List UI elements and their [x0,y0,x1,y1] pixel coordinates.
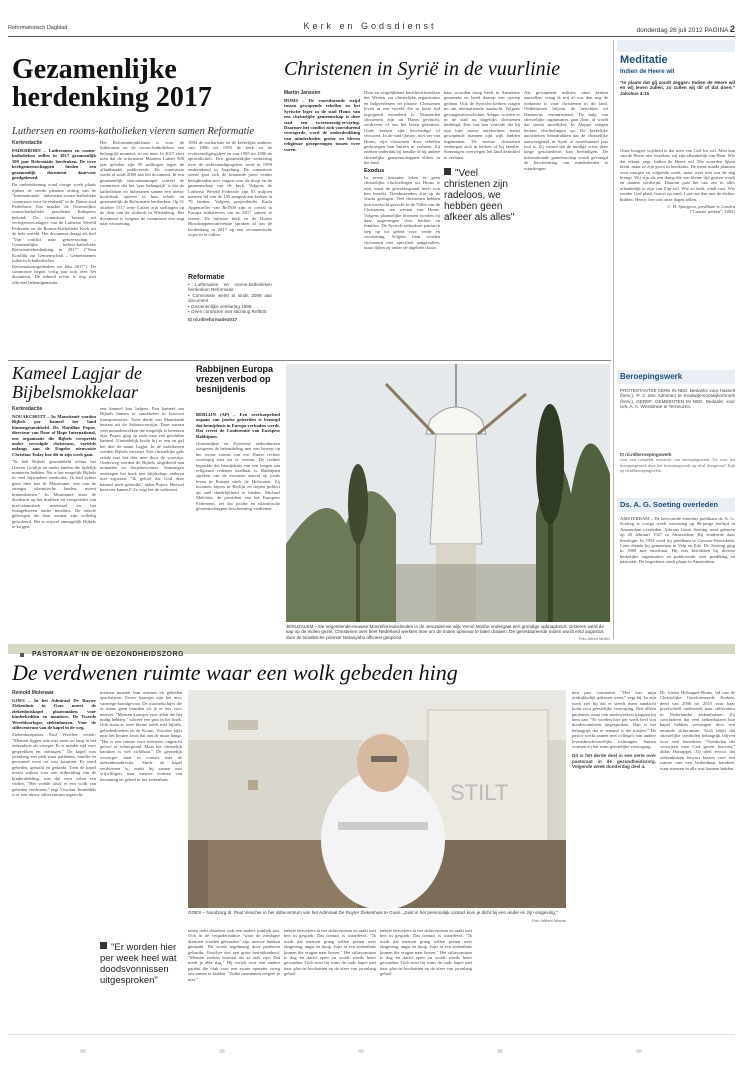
beroeping-box [620,388,735,448]
a2-col2 [364,90,440,328]
reformatie-bullet: • Gezamenlijke verklaring 1999 [188,303,252,309]
a5-col4 [284,928,376,1028]
a5-pullquote: "Er worden hier per week heel wat doodsvonnissen uitgesproken" [100,942,177,986]
a5-body2: mensen muziek hun wensen en gebeden opschrijven. Eerste kaarsjes zijn het niet, vanwege brandgevaar. De waxinelichtjes die er staan, gaan branden als je er iets voor neerzet. "Mensen kaarsjes voor allen die het nodig hebben," schreef een gast in het boek. Ook staan er twee kleine tafels met bijbels, gebedenboeken en de Koran. Visscher kijkt naar het houten kruis dat aan de muur hangt. "Het is een ruimte voor iedereen, ongeacht geloof of achtergrond. Maar het christelijk karakter is wel zichtbaar." De geestelijk verzorger staat in contact met de ziekenhuisdirectie. Sinds de kapel verdwenen is, zoekt hij samen met vrijwilligers naar nieuwe vormen van bezinning en gebed in het ziekenhuis. [100,690,183,782]
reformatie-box [188,272,272,352]
a3-body2: een kameel kon helpen. Een kameel om Bijbels binnen te smokkelen in konvooi transportroutes. Twee derde van Mauritanië bestaat uit de Saharawoestijn. Daar wonen veel nomadenvolken die mogelijk te bereiken zijn. Popov ging op zoek naar een geschikte kameel. Uiteindelijk kocht hij er een en gaf het dier de naam Lagjar. In de zadeltassen werden Bijbels verstopt. Een christelijke gids reisde met het dier mee door de woestijn. Onderweg werden de Bijbels uitgedeeld aan nomaden en dorpsbewoners. Sommigen ontvingen het boek met blijdschap, anderen met argwaan. "Ik geloof dat God deze kameel heeft gebruikt," aldus Popov. Hoewel kent een kameel? Zo zegt het de toekomst. [100,406,184,493]
windmill-photo [286,364,610,622]
svg-text:STILT: STILT [450,780,509,805]
a2-body: Deze en vergelijkbare berichten bereiken het Westen via christelijke organisaties en hulpverleners ter plaatse. Christenen leven in een wereld die in korte tijd ingrijpend veranderd is. Duizenden christenen zijn uit Homs gevlucht, verdreven of om het leven gekomen. Oude kerken zijn beschadigd of verwoest. In de stad Qusayr, niet ver van Homs, zijn christenen door rebellen gedwongen hun huizen te verlaten. Zij zoeken onderdak bij familie of bij andere christelijke gemeenschappen elders in het land. [364,90,440,166]
a1-col1 [12,140,96,352]
a5-title: De verdwenen ruimte waar een wolk gebeden hing [12,660,458,685]
windmill-illustration [286,364,610,622]
a2-body4: Als gewapende milities onze kerken aanvallen, vraag ik mij af wat dan nog de toekomst is voor christenen in dit land. Ondertussen blijven de berichten uit Damascus verontrustend. De hulp van christelijke organisaties gaat door, al wordt dat steeds moeilijker. In Aleppo vangen kerken vluchtelingen op. De kerkelijke autoriteiten benadrukken dat de christelijke aanwezigheid in Syrië al tweeduizend jaar oud is. Zij vrezen dat de huidige crisis deze lange geschiedenis kan beëindigen. De internationale gemeenschap wordt gevraagd de bescherming van minderheden te waarborgen. [524,90,608,171]
reformatie-head: Reformatie [188,274,225,281]
a3-col1 [12,406,96,634]
a1-col3 [188,140,272,270]
a2-lead: HOMS – De voortdurende strijd tussen gewapende rebellen en het Syrische leger in de stad Homs van een christelijke gemeenschap is deze stad een tweeënzestig-ervaring. Daarmee het conflict zich voortdurend verergerde, werd de onderdrukking van minderheden groter en bleven religieuze groeperingen tussen twee vuren. [284,98,360,152]
a4-col [196,412,280,634]
masthead-paper: Reformatorisch Dagblad [8,25,68,31]
meditatie-body-box [620,148,735,350]
a5-lead: GOES – In het Admiraal De Ruyter Ziekenhuis in Goes moest de ziekenhuiskapel plaatsmaken voor kinderbedden en monitors. De Tweede Wereldoorlogse ziekenhuizen. Voor de stiltecentrum van de kapel in de weg. [12,698,96,731]
beroeping-link-box [620,452,735,492]
a5-author: Reinold Molenaar [12,690,54,696]
quote-marker-icon [100,942,107,949]
photo1-caption: JERUZALEM – De negentiende-eeuwse Montefiorewindmolen in de Jeruzalemse wijk Yemin Moshe ondergaat een grondige opknapbeurt. Gisteren werd de kap op de molen gezet. Christenen over heel Nederland werkten mee om de molen opnieuw te laten draaien. De gerestaureerde molen wordt eind augustus door de Israëlische premier Netanyahu officieel geopend. [286,624,604,640]
a4-body: Oostenrijkse en Zwitserse ziekenhuizen weigeren de behandeling met een beroep op het recent vonnis van een Duitse rechter voorlopig niet uit te voeren. De rechter bepaalde dat besnijdenis van een jongen om religieuze redenen strafbaar is. Rabbijnen spreken van de zwaarste aanval op joods leven in Europa sinds de Holocaust. Zij kwamen bijeen in Berlijn en riepen politici op snel duidelijkheid te bieden. Michael Melchior, de president van het Europees Parlement, zei dat joodse en islamitische gemeenschappen bescherming verdienen. [196,441,280,511]
pastoraat-band [8,644,735,658]
a1-col2 [100,140,184,352]
a2-col3 [444,90,520,328]
beroeping-link-note: voor een compleet overzicht van beroepingswerk. Ga voor het beroepingswerk door het beroepingswerk op rd.nl doorgeven? Kijk op rd.nl/beroepingswerk [620,457,735,474]
a3-body: "Ik heb Bijbels gesmokkeld achter het IJzeren Gordijn en onder landen die tijdelijk manieren hadden. Nu is het mogelijk Bijbels in veel bijzondere methodes. Ik had echter geen idee hoe ik Mauritanië, een van de strengst islamitische landen, moest binnenkomen." In Mauritanië staat de doodstraf op het drukken en verspreiden van niet-islamitisch materiaal en het evangeliseren onder moslims. De enkele gelovigen die daar wonen, zijn volledig geïsoleerd. Het is vrijwel onmogelijk Bijbels te krijgen. [12,459,96,530]
photo2-credit: Foto Willem Mieras [531,918,566,923]
masthead-date: donderdag 26 juli 2012 [636,27,703,34]
reformatie-bullet: • Geen contacten met stichting Ref500 [188,309,267,315]
a1-subtitle: Luthersen en rooms-katholieken vieren samen Reformatie [12,126,255,137]
a1-lead: PADERBORN – Lutheranen en rooms-katholieken zullen in 2017 gezamenlijk 500 jaar Reformatie herdenken. De twee kerkgemeenschappen bieden een gezamenlijk document daarvoor goedgekeurd. [12,148,96,181]
a3-title: Kameel Lagjar de Bijbelsmokkelaar [12,363,142,402]
obituary-body: AMSTERDAM – De hervormde emeritus predikant ds. A. G. Soeting is vorige week woensdag op 86-jarige leeftijd in Amsterdam overleden. Adriaan Gerrit Soeting werd geboren op 25 februari 1927 in Amsterdam. Hij studeerde daar theologie. In 1954 werd hij predikant te Giessen-Nieuwkerk. Later diende hij gemeenten in Velp en Ede. Ds. Soeting ging in 1989 met emeritaat. Hij was betrokken bij diverse kerkelijke organisaties en publiceerde over prediking en pastoraat. De begrafenis vindt plaats in Amsterdam. [620,516,735,565]
a2-title: Christenen in Syrië in de vuurlinie [284,58,561,80]
masthead-date-block [555,24,735,34]
beroeping-title: Beroepingswerk [620,372,683,381]
a3-col2 [100,406,184,634]
a2-col4 [524,90,608,328]
beroeping-body: PROTESTANTSE KERK IN NED. Bedankt: voor Hasselt (herv.), P. J. den Admirant te Koolwijk-Kootwijkerbroek (herv.). GEREF. GEMEENTEN IN NED. Bedankt: voor Urk, A. A. Weststrate te Terneuzen. [620,388,735,410]
meditatie-verse-box [620,80,735,146]
a2-col1 [284,90,360,328]
photo1-credit: Foto Alfred Muller [578,636,610,641]
meditatie-verse: "In plaats dat gij zoudt zeggen: Indien de Heere wil en wij leven zullen, zo zullen wij dit of dat doen." Jakobus 4:15 [620,80,735,96]
masthead-page-label: PAGINA [704,27,729,34]
meditatie-title: Meditatie [620,54,668,66]
a4-title: Rabbijnen Europa vrezen verbod op besnijdenis [196,364,274,394]
a1-body3: 1994 de eucharistie en de kerkelijke ambten, van 1996 tot 1993 de kerk en de rechtvaardigingsleer en van 1995 tot 2006 de apostoliciteit. Een gezamenlijke verklaring over de rechtvaardigingsleer werd in 1999 ondertekend in Augsburg. De commissie wenst gaat zich de komende jaren verder bezighouden met vragen over de doop en de gemeenschap van de kerk. Volgens de Lutherse Wereld Federatie zijn 65 miljoen mensen lid van de 145 aangesloten kerken in 79 landen. Volgens projectleider Karla Appenzeller van Ref500 zijn er overal in Europa initiatieven om in 2017 samen te vieren. De lutherse kerk en de Duitse Bisschoppenconferentie spraken af om de herdenking in 2017 op een oecumenische wijze in te vullen. [188,140,272,237]
a5-col5-pre [380,928,472,1028]
a5-note: Dit is het derde deel in een serie over pastoraat in de gezondheidszorg. Volgende week donderdag deel 4. [572,753,656,770]
a5-body: Ziekenhuispastor Paul Visscher vertelt: "Mensen liggen ook niet meer zo lang in het ziekenhuis als vroeger. Er is minder tijd voor gesprekken en vieringen." De kapel was jarenlang een plek waar patiënten, familie en personeel even tot rust kwamen. Er werd gebeden, gehuild en gedankt. Toen de kapel moest wijken voor een uitbreiding van de kinderafdeling, was dat voor velen een verlies. "Het voelde alsof er een wolk van gebeden verdween," zegt Visscher. Inmiddels is er een nieuw stiltecentrum ingericht. [12,732,96,797]
a5-body6: Dr. Jorien Holsappel-Brons, lid van de Christelijke Gereformeerde Kerken, deed van 2006 tot 2010 voor haar proefschrift onderzoek naar stiltecentra in Nederlandse ziekenhuizen. Zij concludeert dat veel ziekenhuizen hun kapel hebben vervangen door een neutrale stilteruimte. Toch blijkt dat christelijke symbolen belangrijk blijven voor veel bezoekers. "Symbolen die verwijzen naar God geven houvast," aldus Holsappel. Zij pleit ervoor dat ziekenhuizen bewust kiezen voor een ruimte met een herkenbaar karakter, waar mensen in alle rust kunnen bidden. [660,690,735,771]
obituary-title: Ds. A. G. Soeting overleden [620,500,719,509]
pastor-photo [188,690,566,908]
a5-body4b: enkele bezoekers in het stiltecentrum en raakt met hen in gesprek. Dat contact is waardevol. "Ik merk dat mensen graag willen praten over zingeving, angst en hoop. Juist in een ziekenhuis komen die vragen naar boven." Het stiltecentrum is dag en nacht open en wordt steeds beter gevonden. Toch mist hij soms de oude kapel met haar glas-in-loodramen en de sfeer van jarenlang gebed. [380,928,472,977]
obituary-box [620,516,735,638]
a5-col1 [12,690,96,1028]
masthead-page-no: 2 [729,24,735,34]
a3-author: Kerkredactie [12,406,43,412]
a1-author: Kerkredactie [12,140,43,146]
pastor-illustration [188,690,566,908]
a2-body2: In eerste instantie leken er geen christelijke vluchtelingen uit Homs te zijn, maar de geweldsspiraal heeft ook hen bereikt. Tienduizenden zijn op de vlucht geslagen. Veel christenen hebben hun toevlucht gezocht in de Vallei van de Christenen, ten westen van Homs. Volgens plaatselijke bronnen worden zij daar opgevangen door kerken en families. De Syrisch-orthodoxe patriarch riep op tot gebed voor vrede en verzoening. Volgens hem worden christenen niet specifiek aangevallen, maar lijden zij onder de algehele chaos. [364,174,440,250]
a2-body3: haar woorden terug heeft in Armeense gemeente en heeft daarop een oproep gedaan. Ook de Syrische kerken vragen nu om internationale aandacht. Volgens gevangenisvoorlichter Aleppo worden er in de stad nu dagelijks christenen bedreigd. Een van hen vertelde dat hij zijn huis moest ontvluchten, nadat gewapende mannen zijn wijk hadden ingenomen. De meeste christenen verbergen zich in kerken of bij familie. Sommigen overwegen het land definitief te verlaten. [444,90,520,160]
a5-col6 [572,690,656,1028]
a2-pullquote: "Veel christenen zijn radeloos, we hebben geen afkeer als alles" [444,168,515,224]
a3-lead: NOUAKCHOTT – In Mauritanië worden Bijbels per kameel het land binnengesmokkeld. Dr. Harallan Popov, directeur van Door of Hope International, een organisatie die Bijbels verspreidt onder vervolgde christenen, vertelde onlangs aan de Engelse nieuwssite Christian Today hoe dit in zijn werk gaat. [12,414,96,457]
band-label: PASTORAAT IN DE GEZONDHEIDSZORG [32,651,185,658]
a5-body5: tien jaar voortzette. "Het was mijn uitdrukkelijk gekozen wens," zegt hij. In zijn werk ziet hij dat er steeds meer aandacht komt voor geestelijke verzorging. Niet alleen patiënten, maar ook medewerkers kloppen bij hem aan. "Er worden hier per week heel wat doodsvonnissen uitgesproken. Dan is het belangrijk dat er iemand is die luistert." De pastor werkt samen met collega's van andere levensbeschouwelijke richtingen. Samen vormen zij het team geestelijke verzorging. [572,690,656,750]
photo2-caption: GOES – Noodzorg dr. Paul Visscher in het stiltecentrum van het Admiraal De Ruyter Ziekenhuis te Goes. „Juist in het persoonlijk contact kom je dicht bij een ander en zijn omgeving." [188,910,558,915]
meditatie-body: Onze hoogste wijsheid is dat men van God los wil. Men kan van de Heere niet losraken; wij zijn afhankelijk van Hem. Wie dat erkent, zegt: Indien de Heere wil. Die woorden lijken klein, maar ze zijn groot in betekenis. De mens maakt plannen voor morgen en volgende week, maar weet niet wat de dag brengt. Wij zijn als een damp die een kleine tijd gezien wordt en daarna verdwijnt. Daarom past het ons om in alles afhankelijk te zijn van Zijn wil. Wie zo leeft, vindt rust. Wie zonder God plant, bouwt op zand. Laat ons dan met de dichter bidden: Heere, leer ons onze dagen tellen. [620,148,735,202]
masthead-section: Kerk en Godsdienst [303,21,437,31]
a1-title: Gezamenlijke herdenking 2017 [12,54,212,113]
a2-author: Martin Janssen [284,90,321,96]
reformatie-link[interactable]: ⊡ rd.nl/reformatie2017 [188,317,238,323]
a5-col2 [100,690,182,938]
band-bullet-icon [20,653,24,657]
a1-body: De ondertekening vond vorige week plaats tijdens de vierde plenaire zitting van de "Internationale lutheraans-rooms-katholieke commissie voor de eenheid" in de Duitse stad Paderborn. Dat maakte de Oostenrijkse rooms-katholieke persdienst Kathpress bekend. De commissie bestaat uit vertegenwoordigers van de Lutherse Wereld Federatie en de Rooms-Katholieke Kerk uit de hele wereld. Het document draagt als titel "Van conflict naar gemeenschap – Gezamenlijke luthers-katholieke Reformatieherdenking in 2017" ("Vom Konflikt zur Gemeinschaft – Gemeinsames lutherisch-katholisches Reformationsgedenken im Jahr 2017"). De commissie begon vorig jaar ook over het document. De inhoud ervan is nog niet officieel bekendgemaakt. [12,182,96,285]
quote-marker-icon [444,168,451,175]
a5-col7 [660,690,735,1028]
reformatie-bullet: • Commissie werkt al sinds 2009 aan document [188,292,272,304]
beroeping-link[interactable]: ⊡ rd.nl/beroepingswerk [620,452,672,457]
a5-body4: enkele bezoekers in het stiltecentrum en raakt met hen in gesprek. Dat contact is waardevol. "Ik merk dat mensen graag willen praten over zingeving, angst en hoop. Juist in een ziekenhuis komen die vragen naar boven." Het stiltecentrum is dag en nacht open en wordt steeds beter gevonden. Toch mist hij soms de oude kapel met haar glas-in-loodramen en de sfeer van jarenlang gebed. [284,928,376,977]
a5-col3 [188,928,280,1028]
print-marks [80,1040,680,1048]
a5-body3: tenen trekt daardoor ook een andere publiek aan. Ook in de vergaderruimte "waar de zondagse diensten worden gehouden" zijn nieuwe banken gemaakt. Dit wordt regelmatig door patiënten gebruikt. Visscher ziet een grote betrokkenheid. "Mensen zoeken houvast als ze ziek zijn. Dat merk je elke dag." Hij vertelt over een oudere patiënt die vlak voor een zware operatie vroeg om samen te bidden. "Zulke momenten vergeet je niet." [188,928,280,982]
a2-exodus-head: Exodus [364,167,385,174]
a4-lead: BERLIJN (AP) – Een overkoepelend orgaan van joodse geleerden is bezorgd dat besnijdenis in Europa verboden wordt. Dat vreest de Conferentie van Europese Rabbijnen. [196,412,280,439]
a1-body2: Het Reformatiejubileum is voor de lutheranen en de rooms-katholieken een belangrijk moment, zo zei men. In 2017 viert men dat de reformator Maarten Luther 500 jaar geleden zijn 95 stellingen tegen de aflaathandel publiceerde. De commissie werkt al sinds 2009 aan het document. In een gezamenlijk slotcommuniqué schreef de commissie dat het 'zeer belangrijk' is dat de katholieken en lutheranen samen een nieuw hoofdstuk openen in hun relatie en gezamenlijk de Reformatie herdenken. Op 31 oktober 1517 zette Luther zijn stellingen op de deur van de slotkerk in Wittenberg. Het document is volgens de commissie een stap naar verzoening. [100,140,184,227]
meditatie-author: C. H. Spurgeon, predikant te Londen [667,204,735,210]
reformatie-bullet: • Lutheranen en rooms-katholieken herdenken Reformatie [188,282,272,293]
reformatie-list [188,282,272,314]
meditatie-subtitle: Indien de Heere wil [620,69,675,75]
meditatie-source: ("Laatste preken", 1892) [689,209,735,215]
a5-pullquote-box [100,942,182,1028]
